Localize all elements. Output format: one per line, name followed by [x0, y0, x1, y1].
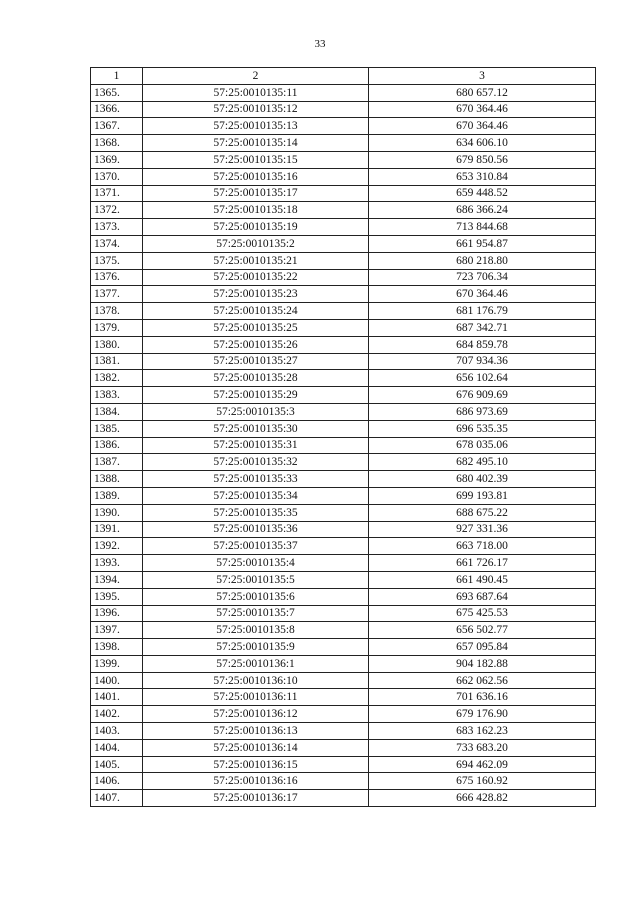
cadastral-number-cell: 57:25:0010135:17 [143, 185, 369, 202]
row-number-cell: 1396. [91, 605, 143, 622]
row-number-cell: 1368. [91, 135, 143, 152]
row-number-cell: 1405. [91, 756, 143, 773]
cadastral-value-cell: 634 606.10 [369, 135, 596, 152]
cadastral-number-cell: 57:25:0010135:12 [143, 101, 369, 118]
table-row [91, 403, 596, 420]
cadastral-value-cell: 679 176.90 [369, 706, 596, 723]
cadastral-number-cell: 57:25:0010135:16 [143, 168, 369, 185]
cadastral-number-cell: 57:25:0010136:17 [143, 790, 369, 807]
cadastral-number-cell: 57:25:0010135:36 [143, 521, 369, 538]
cadastral-value-cell: 684 859.78 [369, 336, 596, 353]
row-number-cell: 1379. [91, 319, 143, 336]
table-row [91, 269, 596, 286]
table-row [91, 588, 596, 605]
cadastral-value-cell: 678 035.06 [369, 437, 596, 454]
row-number-cell: 1371. [91, 185, 143, 202]
row-number-cell: 1401. [91, 689, 143, 706]
table-row [91, 135, 596, 152]
cadastral-number-cell: 57:25:0010135:14 [143, 135, 369, 152]
row-number-cell: 1384. [91, 403, 143, 420]
table-row [91, 185, 596, 202]
cadastral-value-cell: 687 342.71 [369, 319, 596, 336]
table-row [91, 286, 596, 303]
cadastral-value-cell: 713 844.68 [369, 219, 596, 236]
row-number-cell: 1407. [91, 790, 143, 807]
cadastral-value-cell: 927 331.36 [369, 521, 596, 538]
row-number-cell: 1398. [91, 639, 143, 656]
column-header-cadastral-number: 2 [143, 68, 369, 85]
cadastral-number-cell: 57:25:0010136:13 [143, 723, 369, 740]
cadastral-value-cell: 656 502.77 [369, 622, 596, 639]
cadastral-number-cell: 57:25:0010135:29 [143, 387, 369, 404]
table-row [91, 605, 596, 622]
cadastral-value-cell: 670 364.46 [369, 118, 596, 135]
cadastral-value-table [90, 67, 596, 807]
row-number-cell: 1400. [91, 672, 143, 689]
cadastral-value-cell: 676 909.69 [369, 387, 596, 404]
cadastral-value-cell: 680 402.39 [369, 471, 596, 488]
table-row [91, 555, 596, 572]
cadastral-number-cell: 57:25:0010135:15 [143, 151, 369, 168]
cadastral-number-cell: 57:25:0010136:12 [143, 706, 369, 723]
row-number-cell: 1381. [91, 353, 143, 370]
cadastral-number-cell: 57:25:0010135:6 [143, 588, 369, 605]
row-number-cell: 1390. [91, 504, 143, 521]
table-row [91, 319, 596, 336]
row-number-cell: 1395. [91, 588, 143, 605]
cadastral-value-cell: 656 102.64 [369, 370, 596, 387]
table-row [91, 487, 596, 504]
table-row [91, 101, 596, 118]
cadastral-value-cell: 733 683.20 [369, 739, 596, 756]
row-number-cell: 1406. [91, 773, 143, 790]
row-number-cell: 1382. [91, 370, 143, 387]
cadastral-number-cell: 57:25:0010136:14 [143, 739, 369, 756]
cadastral-number-cell: 57:25:0010135:13 [143, 118, 369, 135]
row-number-cell: 1366. [91, 101, 143, 118]
cadastral-number-cell: 57:25:0010135:2 [143, 235, 369, 252]
cadastral-value-cell: 682 495.10 [369, 454, 596, 471]
row-number-cell: 1391. [91, 521, 143, 538]
row-number-cell: 1380. [91, 336, 143, 353]
row-number-cell: 1369. [91, 151, 143, 168]
row-number-cell: 1375. [91, 252, 143, 269]
table-row [91, 420, 596, 437]
row-number-cell: 1378. [91, 303, 143, 320]
row-number-cell: 1373. [91, 219, 143, 236]
table-row [91, 790, 596, 807]
cadastral-value-cell: 675 425.53 [369, 605, 596, 622]
cadastral-number-cell: 57:25:0010135:34 [143, 487, 369, 504]
table-row [91, 672, 596, 689]
cadastral-value-cell: 681 176.79 [369, 303, 596, 320]
row-number-cell: 1385. [91, 420, 143, 437]
cadastral-number-cell: 57:25:0010135:18 [143, 202, 369, 219]
cadastral-value-cell: 663 718.00 [369, 538, 596, 555]
table-row [91, 521, 596, 538]
table-row [91, 706, 596, 723]
cadastral-value-cell: 686 366.24 [369, 202, 596, 219]
cadastral-value-cell: 904 182.88 [369, 655, 596, 672]
table-row [91, 571, 596, 588]
table-body [91, 84, 596, 806]
table-row [91, 739, 596, 756]
table-row [91, 235, 596, 252]
table-row [91, 252, 596, 269]
cadastral-value-cell: 679 850.56 [369, 151, 596, 168]
cadastral-number-cell: 57:25:0010135:23 [143, 286, 369, 303]
cadastral-value-cell: 686 973.69 [369, 403, 596, 420]
cadastral-number-cell: 57:25:0010136:1 [143, 655, 369, 672]
table-row [91, 689, 596, 706]
cadastral-number-cell: 57:25:0010135:11 [143, 84, 369, 101]
cadastral-value-cell: 688 675.22 [369, 504, 596, 521]
cadastral-number-cell: 57:25:0010135:26 [143, 336, 369, 353]
cadastral-value-cell: 675 160.92 [369, 773, 596, 790]
cadastral-number-cell: 57:25:0010135:28 [143, 370, 369, 387]
cadastral-value-cell: 659 448.52 [369, 185, 596, 202]
cadastral-value-cell: 661 726.17 [369, 555, 596, 572]
row-number-cell: 1403. [91, 723, 143, 740]
table-row [91, 219, 596, 236]
table-row [91, 370, 596, 387]
cadastral-value-cell: 680 657.12 [369, 84, 596, 101]
table-row [91, 387, 596, 404]
table-row [91, 202, 596, 219]
table-row [91, 773, 596, 790]
cadastral-value-cell: 670 364.46 [369, 286, 596, 303]
cadastral-number-cell: 57:25:0010135:25 [143, 319, 369, 336]
cadastral-number-cell: 57:25:0010136:15 [143, 756, 369, 773]
table-row [91, 655, 596, 672]
cadastral-number-cell: 57:25:0010135:19 [143, 219, 369, 236]
row-number-cell: 1377. [91, 286, 143, 303]
cadastral-value-cell: 670 364.46 [369, 101, 596, 118]
row-number-cell: 1394. [91, 571, 143, 588]
cadastral-number-cell: 57:25:0010135:7 [143, 605, 369, 622]
table-header-row [91, 68, 596, 85]
row-number-cell: 1386. [91, 437, 143, 454]
cadastral-number-cell: 57:25:0010135:3 [143, 403, 369, 420]
table-row [91, 84, 596, 101]
cadastral-number-cell: 57:25:0010135:24 [143, 303, 369, 320]
cadastral-number-cell: 57:25:0010135:32 [143, 454, 369, 471]
row-number-cell: 1397. [91, 622, 143, 639]
cadastral-number-cell: 57:25:0010135:21 [143, 252, 369, 269]
row-number-cell: 1383. [91, 387, 143, 404]
cadastral-value-cell: 683 162.23 [369, 723, 596, 740]
cadastral-number-cell: 57:25:0010135:33 [143, 471, 369, 488]
row-number-cell: 1367. [91, 118, 143, 135]
table-row [91, 723, 596, 740]
cadastral-number-cell: 57:25:0010135:9 [143, 639, 369, 656]
row-number-cell: 1399. [91, 655, 143, 672]
cadastral-number-cell: 57:25:0010136:10 [143, 672, 369, 689]
table-row [91, 353, 596, 370]
row-number-cell: 1376. [91, 269, 143, 286]
table-row [91, 538, 596, 555]
table-row [91, 639, 596, 656]
cadastral-value-cell: 666 428.82 [369, 790, 596, 807]
row-number-cell: 1370. [91, 168, 143, 185]
row-number-cell: 1365. [91, 84, 143, 101]
cadastral-value-cell: 707 934.36 [369, 353, 596, 370]
table-row [91, 151, 596, 168]
table-row [91, 336, 596, 353]
table-row [91, 168, 596, 185]
column-header-value: 3 [369, 68, 596, 85]
table-row [91, 504, 596, 521]
cadastral-value-cell: 657 095.84 [369, 639, 596, 656]
cadastral-value-cell: 696 535.35 [369, 420, 596, 437]
cadastral-number-cell: 57:25:0010135:8 [143, 622, 369, 639]
page-number: 33 [314, 38, 326, 50]
row-number-cell: 1372. [91, 202, 143, 219]
cadastral-number-cell: 57:25:0010135:35 [143, 504, 369, 521]
row-number-cell: 1393. [91, 555, 143, 572]
cadastral-value-cell: 699 193.81 [369, 487, 596, 504]
cadastral-number-cell: 57:25:0010136:16 [143, 773, 369, 790]
row-number-cell: 1389. [91, 487, 143, 504]
cadastral-number-cell: 57:25:0010135:22 [143, 269, 369, 286]
cadastral-number-cell: 57:25:0010135:5 [143, 571, 369, 588]
table-row [91, 437, 596, 454]
row-number-cell: 1392. [91, 538, 143, 555]
cadastral-value-cell: 693 687.64 [369, 588, 596, 605]
cadastral-number-cell: 57:25:0010135:30 [143, 420, 369, 437]
table-row [91, 756, 596, 773]
table-row [91, 454, 596, 471]
cadastral-value-cell: 653 310.84 [369, 168, 596, 185]
cadastral-value-cell: 694 462.09 [369, 756, 596, 773]
cadastral-value-cell: 661 954.87 [369, 235, 596, 252]
table-row [91, 471, 596, 488]
cadastral-value-cell: 661 490.45 [369, 571, 596, 588]
row-number-cell: 1388. [91, 471, 143, 488]
cadastral-value-cell: 723 706.34 [369, 269, 596, 286]
table-row [91, 303, 596, 320]
column-header-number: 1 [91, 68, 143, 85]
table-row [91, 118, 596, 135]
table-row [91, 622, 596, 639]
cadastral-value-cell: 662 062.56 [369, 672, 596, 689]
cadastral-number-cell: 57:25:0010135:37 [143, 538, 369, 555]
cadastral-value-cell: 680 218.80 [369, 252, 596, 269]
cadastral-number-cell: 57:25:0010135:31 [143, 437, 369, 454]
row-number-cell: 1374. [91, 235, 143, 252]
row-number-cell: 1402. [91, 706, 143, 723]
cadastral-number-cell: 57:25:0010135:4 [143, 555, 369, 572]
cadastral-value-cell: 701 636.16 [369, 689, 596, 706]
row-number-cell: 1404. [91, 739, 143, 756]
cadastral-number-cell: 57:25:0010135:27 [143, 353, 369, 370]
cadastral-number-cell: 57:25:0010136:11 [143, 689, 369, 706]
row-number-cell: 1387. [91, 454, 143, 471]
